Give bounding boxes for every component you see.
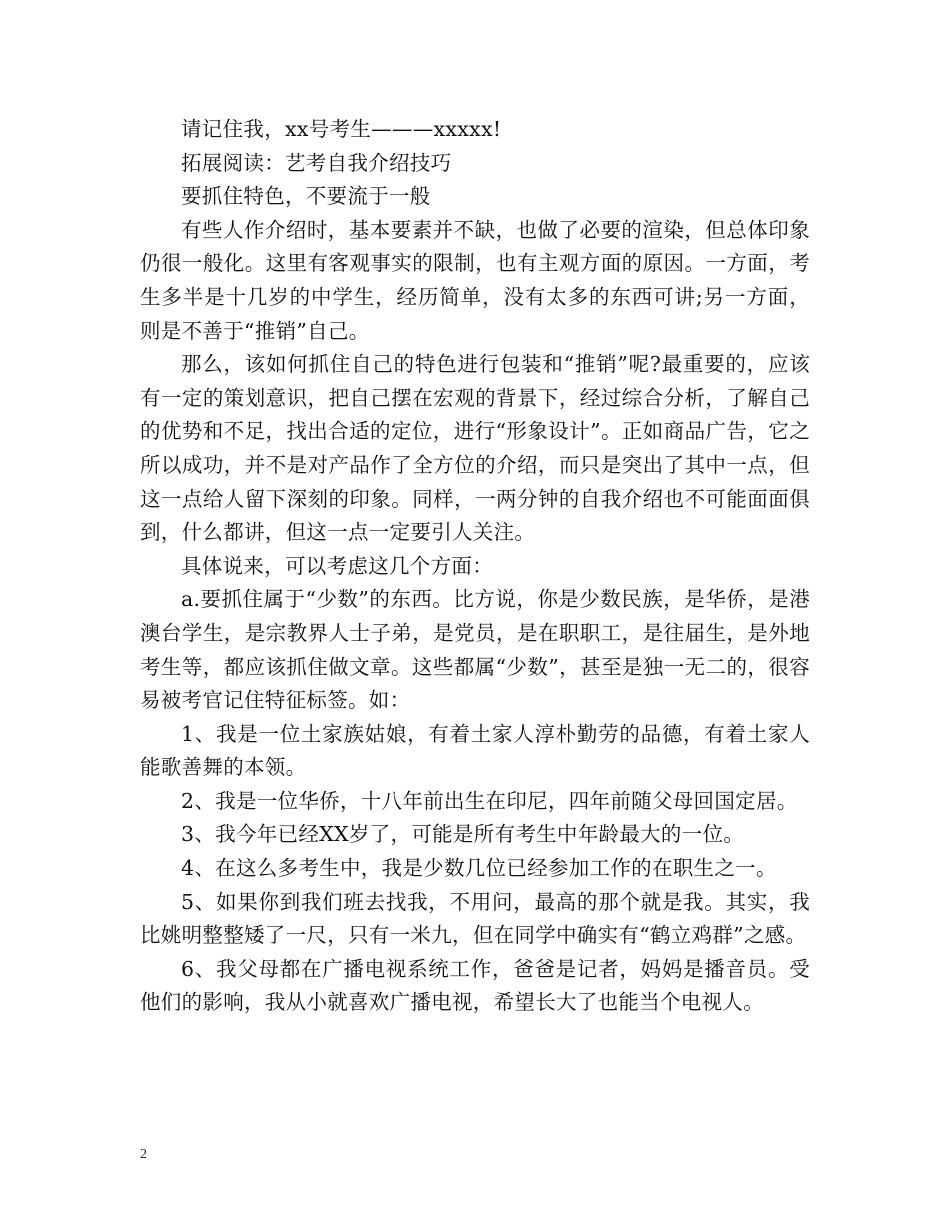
document-body: [140, 113, 810, 1020]
list-item-example-5: 5、如果你到我们班去找我，不用问，最高的那个就是我。其实，我比姚明整整矮了一尺，只有一米九，但在同学中确实有“鹤立鸡群”之感。: [140, 889, 810, 948]
list-item-example-4: 4、在这么多考生中，我是少数几位已经参加工作的在职生之一。: [181, 856, 777, 881]
paragraph-specifics: 具体说来，可以考虑这几个方面：: [181, 553, 493, 578]
paragraph-how-to-stand-out: 那么，该如何抓住自己的特色进行包装和“推销”呢?最重要的，应该有一定的策划意识，把自己摆在宏观的背景下，经过综合分析，了解自己的优势和不足，找出合适的定位，进行“形象设计”。正如商品广告，它之所以成功，并不是对产品作了全方位的介绍，而只是突出了其中一点，但这一点给人留下深刻的印象。同样，一两分钟的自我介绍也不可能面面俱到，什么都讲，但这一点一定要引人关注。: [140, 352, 810, 545]
paragraph-point-a: a.要抓住属于“少数”的东西。比方说，你是少数民族，是华侨，是港澳台学生，是宗教界人士子弟，是党员，是在职职工，是往届生，是外地考生等，都应该抓住做文章。这些都属“少数”，甚至是独一无二的，很容易被考官记住特征标签。如：: [140, 587, 810, 713]
paragraph-intro-problem: 有些人作介绍时，基本要素并不缺，也做了必要的渲染，但总体印象仍很一般化。这里有客观事实的限制，也有主观方面的原因。一方面，考生多半是十几岁的中学生，经历简单，没有太多的东西可讲;另一方面，则是不善于“推销”自己。: [140, 217, 810, 343]
list-item-example-1: 1、我是一位土家族姑娘，有着土家人淳朴勤劳的品德，有着土家人能歌善舞的本领。: [140, 721, 810, 780]
list-item-example-2: 2、我是一位华侨，十八年前出生在印尼，四年前随父母回国定居。: [181, 788, 798, 813]
paragraph-section-heading: 要抓住特色，不要流于一般: [181, 184, 431, 209]
list-item-example-6: 6、我父母都在广播电视系统工作，爸爸是记者，妈妈是播音员。受他们的影响，我从小就喜欢广播电视，希望长大了也能当个电视人。: [140, 956, 810, 1015]
paragraph-extended-reading: 拓展阅读：艺考自我介绍技巧: [181, 150, 452, 175]
list-item-example-3: 3、我今年已经XX岁了，可能是所有考生中年龄最大的一位。: [181, 822, 745, 847]
paragraph-remember-me: 请记住我，xx号考生———xxxxx!: [181, 117, 502, 141]
page-number: 2: [140, 1147, 147, 1162]
